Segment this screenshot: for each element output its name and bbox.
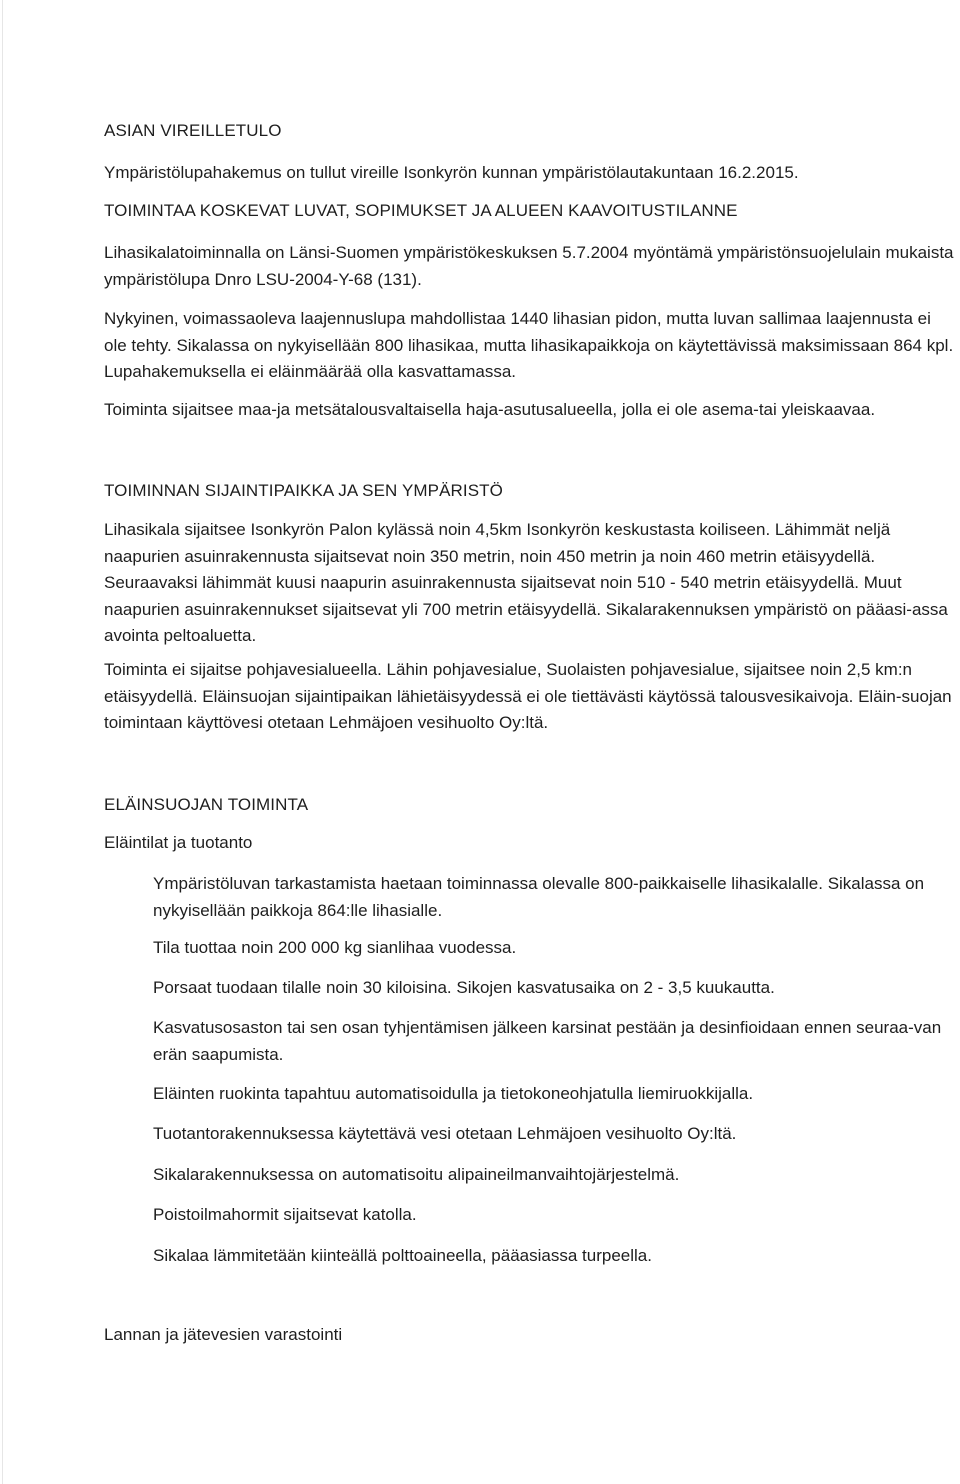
item-ruokinta: Eläinten ruokinta tapahtuu automatisoidulla ja tietokoneohjatulla liemiruokkijalla. bbox=[153, 1084, 754, 1103]
paragraph-kaavoitus: Toiminta sijaitsee maa-ja metsätalousvaltaisella haja-asutusalueella, jolla ei ole asema-tai yleiskaavaa. bbox=[104, 400, 876, 419]
paragraph-vireilletulo: Ympäristölupahakemus on tullut vireille Isonkyrön kunnan ympäristölautakuntaan 16.2.2015. bbox=[104, 163, 799, 182]
item-porsaat: Porsaat tuodaan tilalle noin 30 kiloisina. Sikojen kasvatusaika on 2 - 3,5 kuukautta. bbox=[153, 978, 775, 997]
section-heading-sijaintipaikka: TOIMINNAN SIJAINTIPAIKKA JA SEN YMPÄRISTÖ bbox=[104, 481, 503, 500]
scan-edge-line bbox=[2, 0, 3, 1484]
section-heading-asian-vireilletulo: ASIAN VIREILLETULO bbox=[104, 121, 282, 140]
subheading-lannan-varastointi: Lannan ja jätevesien varastointi bbox=[104, 1325, 343, 1344]
item-kayttovesi: Tuotantorakennuksessa käytettävä vesi otetaan Lehmäjoen vesihuolto Oy:ltä. bbox=[153, 1124, 737, 1143]
section-heading-luvat: TOIMINTAA KOSKEVAT LUVAT, SOPIMUKSET JA ALUEEN KAAVOITUSTILANNE bbox=[104, 201, 738, 220]
item-tuotanto: Tila tuottaa noin 200 000 kg sianlihaa vuodessa. bbox=[153, 938, 517, 957]
item-lammitys: Sikalaa lämmitetään kiinteällä polttoaineella, pääasiassa turpeella. bbox=[153, 1246, 652, 1265]
item-ymparistoluvan-tarkastaminen: Ympäristöluvan tarkastamista haetaan toiminnassa olevalle 800-paikkaiselle lihasikalalle. Sikalassa on nykyisellään paikkoja 864:lle lihasialle. bbox=[153, 874, 925, 920]
item-kasvatusosasto: Kasvatusosaston tai sen osan tyhjentämisen jälkeen karsinat pestään ja desinfioidaan ennen seuraa-van erän saapumista. bbox=[153, 1018, 942, 1064]
paragraph-sijainti: Lihasikala sijaitsee Isonkyrön Palon kylässä noin 4,5km Isonkyrön keskustasta koiliseen. Lähimmät neljä naapurien asuinrakennusta sijaitsevat noin 350 metrin, noin 450 metrin ja noin 460 metrin etäisyydellä. Seuraavaksi lähimmät kuusi naapurin asuinrakennusta sijaitsevat noin 510 - 540 metrin etäisyydellä. Muut naapurien asuinrakennukset sijaitsevat yli 700 metrin etäisyydellä. Sikalarakennuksen ympäristö on pääasi-assa avointa peltoaluetta. bbox=[104, 520, 948, 645]
paragraph-laajennuslupa: Nykyinen, voimassaoleva laajennuslupa mahdollistaa 1440 lihasian pidon, mutta luvan sallimaa laajennusta ei ole tehty. Sikalassa on nykyisellään 800 lihasikaa, mutta lihasikapaikkoja on käytettävissä maksimissaan 864 kpl. Lupahakemuksella ei eläinmäärää olla kasvattamassa. bbox=[104, 309, 954, 381]
paragraph-pohjavesi: Toiminta ei sijaitse pohjavesialueella. Lähin pohjavesialue, Suolaisten pohjavesialue, sijaitsee noin 2,5 km:n etäisyydellä. Eläinsuojan sijaintipaikan lähietäisyydessä ei ole tiettävästi käytössä talousvesikaivoja. Eläin-suojan toimintaan käyttövesi otetaan Lehmäjoen vesihuolto Oy:ltä. bbox=[104, 660, 952, 732]
subheading-elaintilat: Eläintilat ja tuotanto bbox=[104, 833, 253, 852]
item-ilmanvaihto: Sikalarakennuksessa on automatisoitu alipaineilmanvaihtojärjestelmä. bbox=[153, 1165, 680, 1184]
item-poistoilmahormit: Poistoilmahormit sijaitsevat katolla. bbox=[153, 1205, 417, 1224]
section-heading-elainsuojan-toiminta: ELÄINSUOJAN TOIMINTA bbox=[104, 795, 309, 814]
paragraph-ymparistolupa: Lihasikalatoiminnalla on Länsi-Suomen ympäristökeskuksen 5.7.2004 myöntämä ympäristönsuojelulain mukaista ympäristölupa Dnro LSU-2004-Y-68 (131). bbox=[104, 243, 954, 289]
